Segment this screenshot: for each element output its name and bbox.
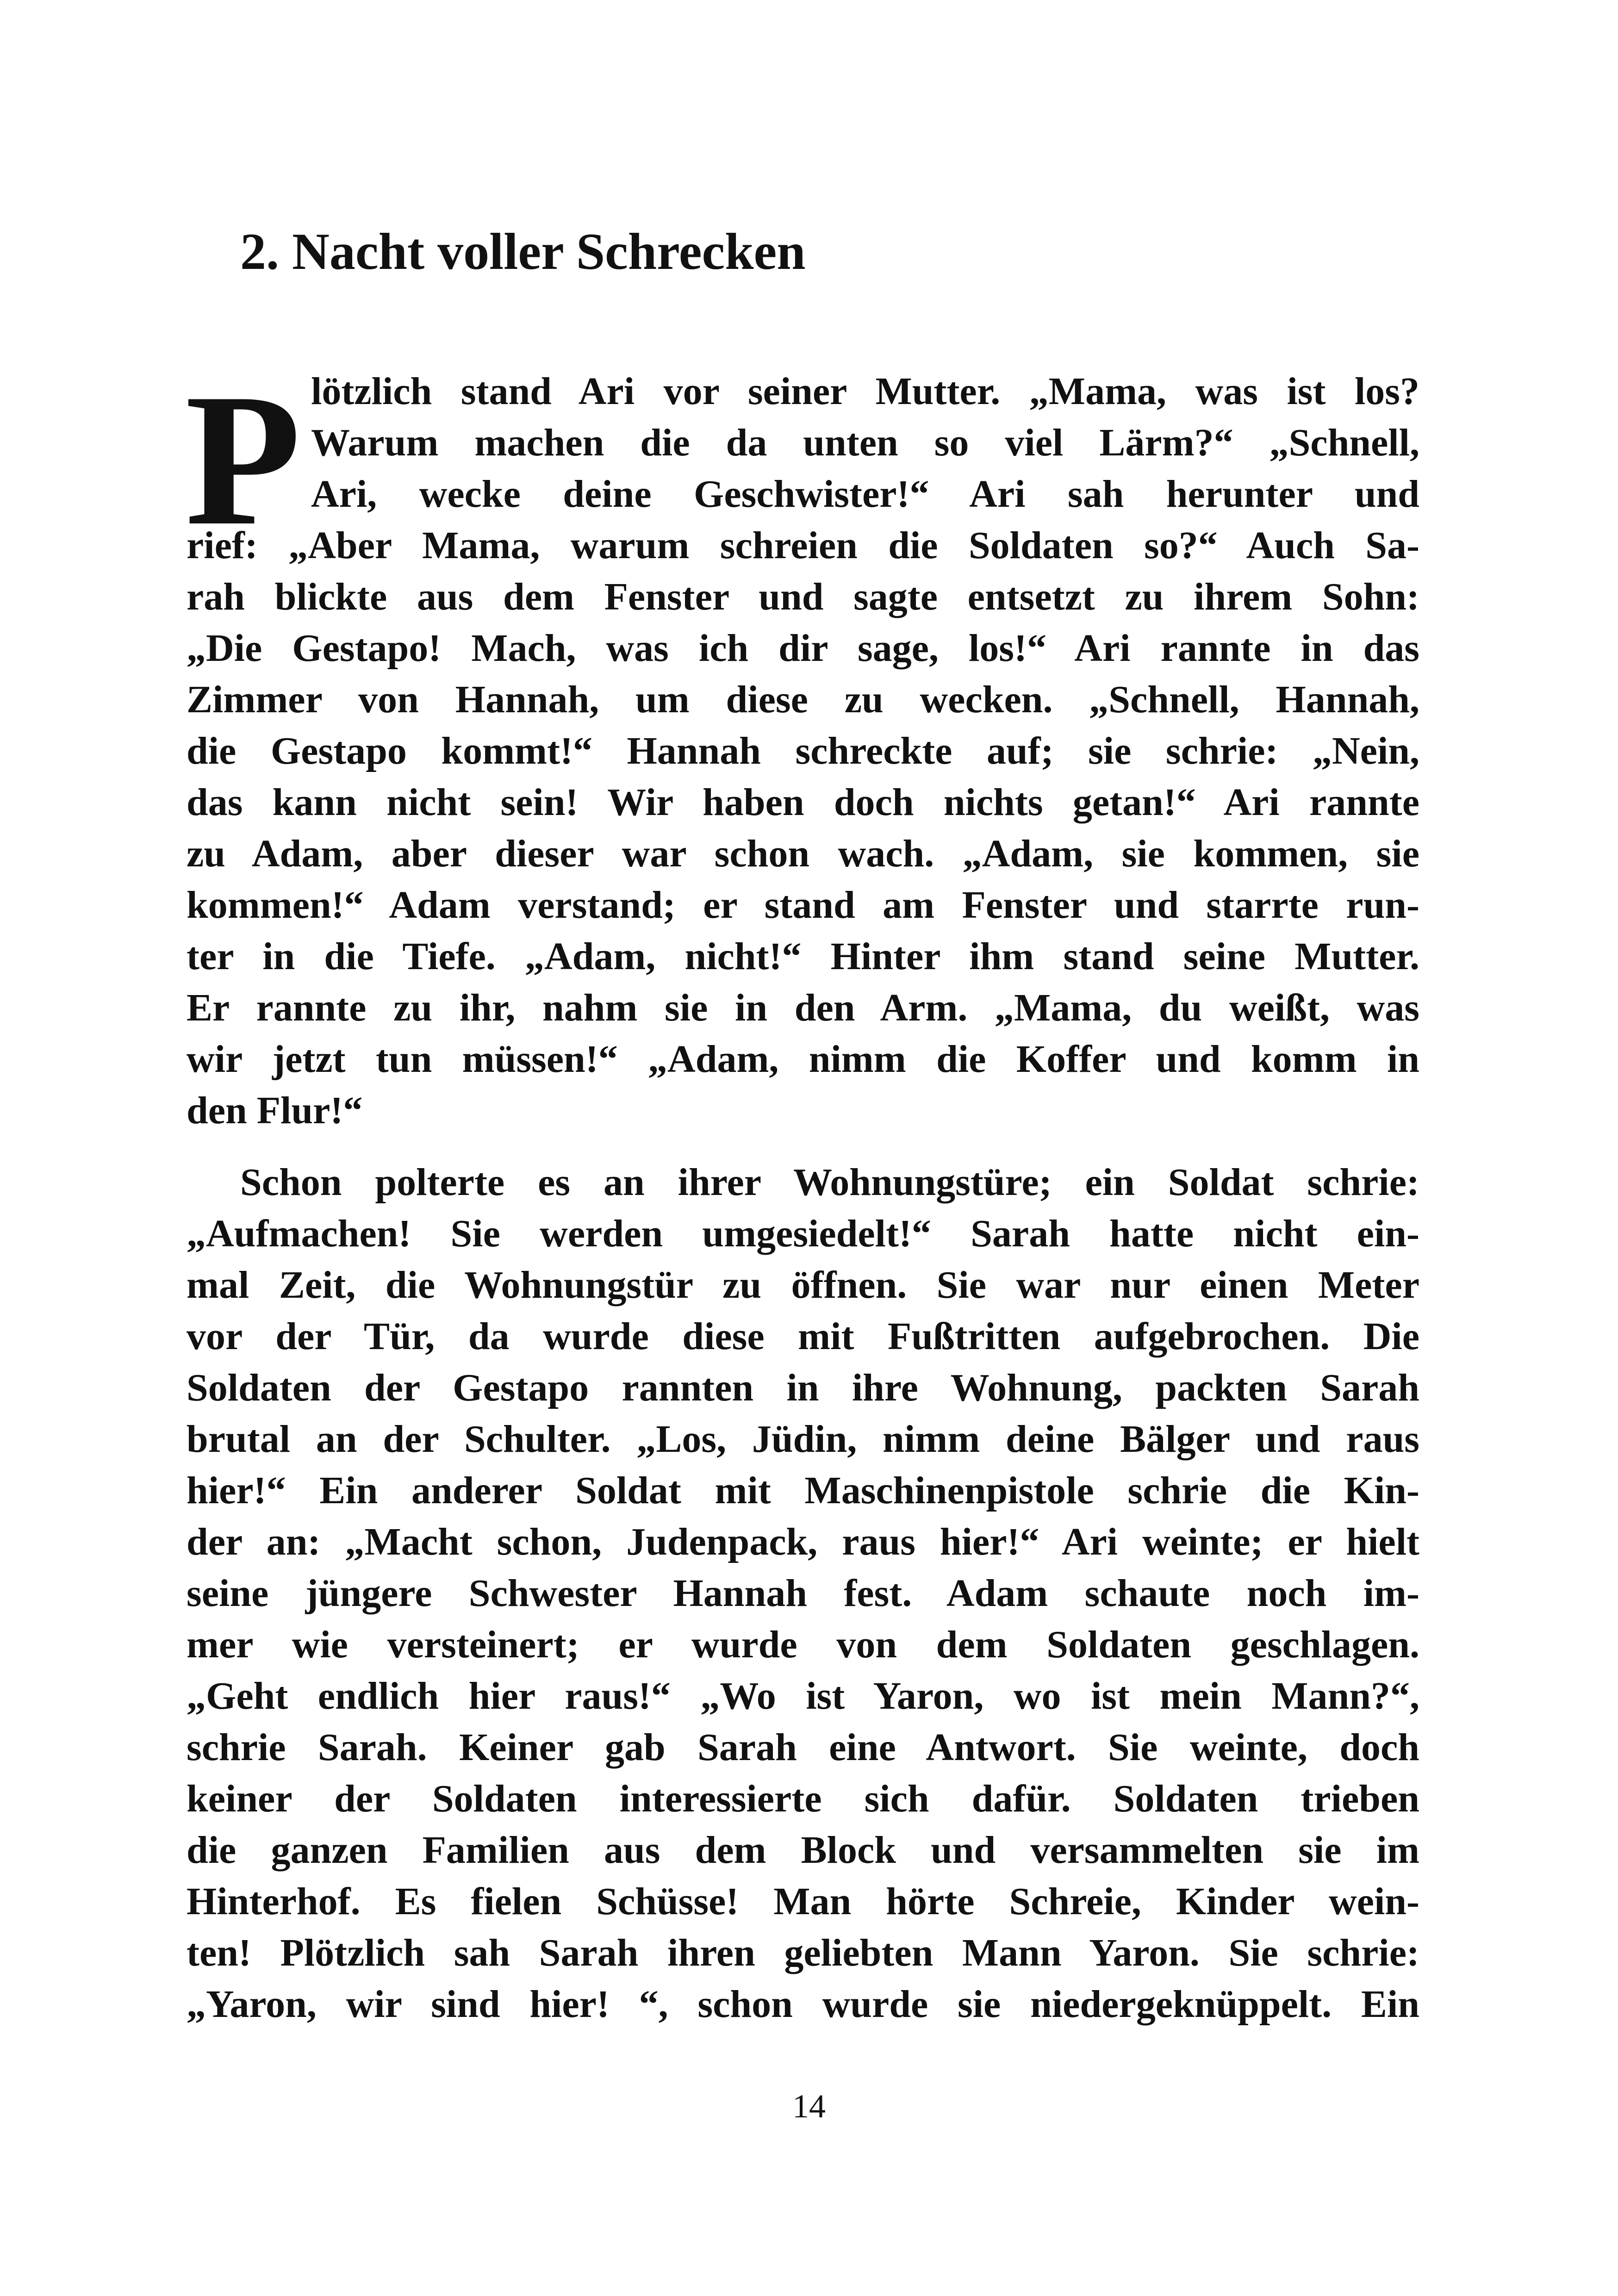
text-line: wir jetzt tun müssen!“ „Adam, nimm die Koffer und komm in	[187, 1038, 1419, 1081]
text-line: rah blickte aus dem Fenster und sagte entsetzt zu ihrem Sohn:	[187, 575, 1419, 618]
text-line: hier!“ Ein anderer Soldat mit Maschinenpistole schrie die Kin-	[187, 1469, 1419, 1512]
text-line: kommen!“ Adam verstand; er stand am Fenster und starrte run-	[187, 884, 1419, 927]
drop-cap: P	[185, 355, 301, 565]
text-line: Hinterhof. Es fielen Schüsse! Man hörte Schreie, Kinder wein-	[187, 1880, 1419, 1923]
text-line: die Gestapo kommt!“ Hannah schreckte auf; sie schrie: „Nein,	[187, 729, 1419, 772]
text-line: die ganzen Familien aus dem Block und versammelten sie im	[187, 1829, 1419, 1872]
text-line: „Yaron, wir sind hier! “, schon wurde sie niedergeknüppelt. Ein	[187, 1983, 1419, 2026]
text-line: vor der Tür, da wurde diese mit Fußtritten aufgebrochen. Die	[187, 1315, 1419, 1358]
text-line: der an: „Macht schon, Judenpack, raus hier!“ Ari weinte; er hielt	[187, 1520, 1419, 1563]
text-line: zu Adam, aber dieser war schon wach. „Adam, sie kommen, sie	[187, 832, 1419, 875]
text-line: den Flur!“	[187, 1089, 363, 1132]
text-line: ter in die Tiefe. „Adam, nicht!“ Hinter ihm stand seine Mutter.	[187, 935, 1419, 978]
text-line: Zimmer von Hannah, um diese zu wecken. „Schnell, Hannah,	[187, 678, 1419, 721]
text-line: „Die Gestapo! Mach, was ich dir sage, los!“ Ari rannte in das	[187, 627, 1419, 670]
text-line: Schon polterte es an ihrer Wohnungstüre; ein Soldat schrie:	[240, 1161, 1419, 1204]
text-line: das kann nicht sein! Wir haben doch nichts getan!“ Ari rannte	[187, 781, 1419, 824]
text-line: Ari, wecke deine Geschwister!“ Ari sah herunter und	[311, 473, 1419, 516]
text-line: mer wie versteinert; er wurde von dem Soldaten geschlagen.	[187, 1623, 1419, 1666]
text-line: „Geht endlich hier raus!“ „Wo ist Yaron, wo ist mein Mann?“,	[187, 1674, 1419, 1717]
text-line: ten! Plötzlich sah Sarah ihren geliebten Mann Yaron. Sie schrie:	[187, 1931, 1419, 1974]
text-line: seine jüngere Schwester Hannah fest. Adam schaute noch im-	[187, 1572, 1419, 1615]
text-line: Soldaten der Gestapo rannten in ihre Wohnung, packten Sarah	[187, 1366, 1419, 1409]
chapter-title: 2. Nacht voller Schrecken	[240, 223, 806, 280]
text-line: „Aufmachen! Sie werden umgesiedelt!“ Sarah hatte nicht ein-	[187, 1212, 1419, 1255]
text-line: Warum machen die da unten so viel Lärm?“ „Schnell,	[311, 421, 1419, 464]
text-line: Er rannte zu ihr, nahm sie in den Arm. „Mama, du weißt, was	[187, 986, 1419, 1029]
text-line: mal Zeit, die Wohnungstür zu öffnen. Sie war nur einen Meter	[187, 1263, 1419, 1307]
text-line: lötzlich stand Ari vor seiner Mutter. „Mama, was ist los?	[311, 370, 1419, 413]
text-line: rief: „Aber Mama, warum schreien die Soldaten so?“ Auch Sa-	[187, 524, 1419, 567]
text-line: brutal an der Schulter. „Los, Jüdin, nimm deine Bälger und raus	[187, 1418, 1419, 1461]
page-number: 14	[792, 2088, 826, 2125]
text-line: keiner der Soldaten interessierte sich dafür. Soldaten trieben	[187, 1777, 1419, 1820]
text-line: schrie Sarah. Keiner gab Sarah eine Antwort. Sie weinte, doch	[187, 1726, 1419, 1769]
